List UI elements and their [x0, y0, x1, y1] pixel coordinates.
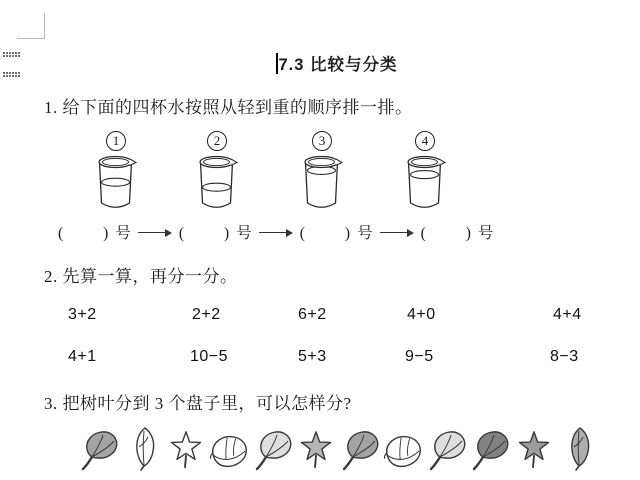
drag-handle-dot — [15, 72, 20, 77]
ginkgo-leaf-icon — [78, 426, 120, 471]
cup-number-label: 2 — [207, 131, 227, 151]
right-arrow-icon — [138, 227, 172, 237]
text-boundary-corner-mark — [17, 13, 45, 39]
math-expression: 6+2 — [298, 306, 327, 323]
text-cursor — [276, 53, 278, 74]
beaker-icon — [301, 153, 343, 213]
answer-unit-label: 号 — [236, 225, 252, 242]
right-arrow-icon — [259, 227, 293, 237]
answer-blank-2[interactable]: ( ) 号 — [178, 225, 252, 242]
answer-blank-3[interactable]: ( ) 号 — [299, 225, 373, 242]
ginkgo-leaf-icon — [426, 426, 468, 471]
ginkgo-leaf-icon — [339, 426, 381, 471]
star-leaf-icon — [295, 426, 337, 471]
water-cup-3 — [300, 131, 344, 213]
round-leaf-icon — [208, 426, 250, 471]
drag-handle-dot — [3, 72, 8, 77]
water-cup-1 — [94, 131, 138, 213]
cups-figure — [0, 131, 640, 221]
drag-handle-dots[interactable] — [3, 52, 20, 77]
math-expression: 4+4 — [553, 306, 582, 323]
drag-handle-dot — [15, 52, 20, 57]
leaves-figure — [78, 425, 598, 471]
answer-unit-label: 号 — [357, 225, 373, 242]
math-expression: 10−5 — [190, 348, 229, 365]
drag-handle-dot — [9, 52, 14, 57]
question-1-text: 1. 给下面的四杯水按照从轻到重的顺序排一排。 — [44, 98, 413, 117]
cup-number-label: 1 — [106, 131, 126, 151]
answer-blank-4[interactable]: ( ) 号 — [420, 225, 494, 242]
answer-unit-label: 号 — [477, 225, 494, 242]
drag-handle-dot — [3, 52, 8, 57]
right-arrow-icon — [380, 227, 414, 237]
math-expression: 2+2 — [192, 306, 221, 323]
math-expression: 9−5 — [405, 348, 434, 365]
math-expression: 8−3 — [550, 348, 579, 365]
oval-leaf-icon — [556, 426, 598, 471]
cup-number-label: 3 — [312, 131, 332, 151]
beaker-icon — [196, 153, 238, 213]
star-leaf-icon — [513, 426, 555, 471]
cup-number-label: 4 — [415, 131, 435, 151]
oval-leaf-icon — [121, 426, 163, 471]
answer-unit-label: 号 — [115, 225, 131, 242]
q1-answer-line — [58, 221, 493, 243]
question-2-text: 2. 先算一算，再分一分。 — [44, 267, 238, 286]
round-leaf-icon — [382, 426, 424, 471]
math-expression: 4+1 — [68, 348, 97, 365]
drag-handle-dot — [9, 72, 14, 77]
water-cup-2 — [195, 131, 239, 213]
math-expression: 3+2 — [68, 306, 97, 323]
beaker-icon — [404, 153, 446, 213]
beaker-icon — [95, 153, 137, 213]
math-expression: 5+3 — [298, 348, 327, 365]
star-leaf-icon — [165, 426, 207, 471]
answer-blank-1[interactable]: ( ) 号 — [58, 225, 131, 242]
ginkgo-leaf-icon — [469, 426, 511, 471]
water-cup-4 — [403, 131, 447, 213]
page-title: 7.3 比较与分类 — [278, 56, 398, 74]
ginkgo-leaf-icon — [252, 426, 294, 471]
question-3-text: 3. 把树叶分到 3 个盘子里，可以怎样分? — [44, 394, 352, 413]
math-expression: 4+0 — [407, 306, 436, 323]
title-row — [276, 51, 398, 75]
